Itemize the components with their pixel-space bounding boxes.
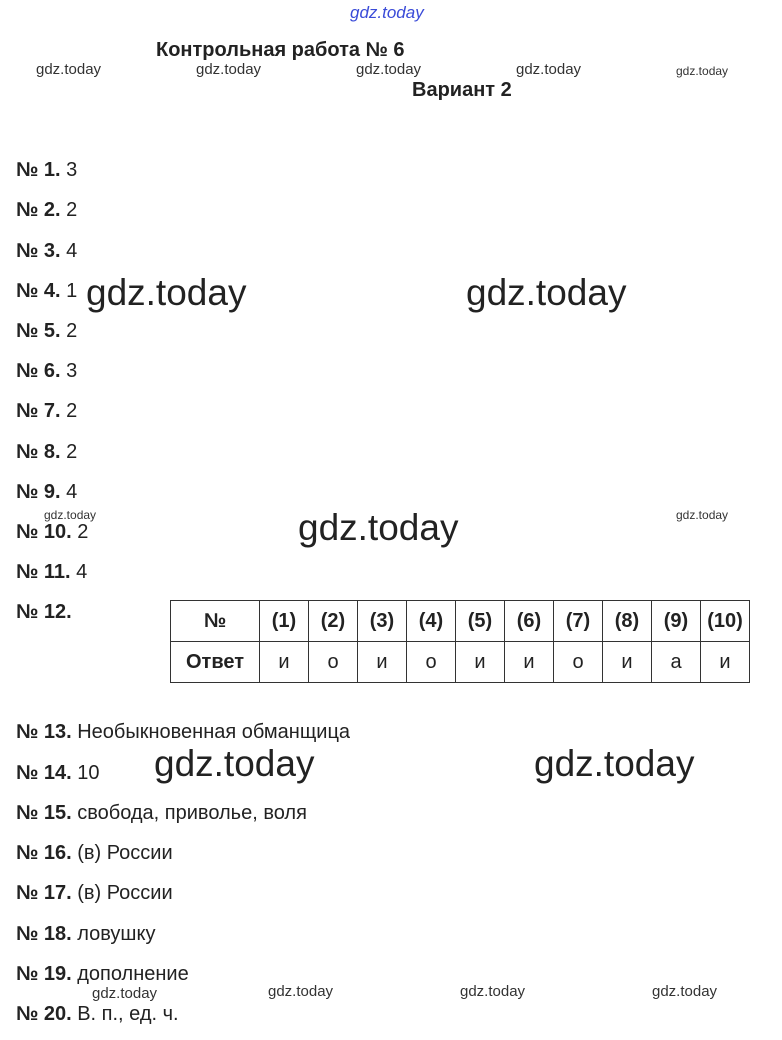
answer-number: № 8.: [16, 441, 61, 463]
answer-value: 2: [66, 400, 78, 422]
watermark: gdz.today: [534, 743, 695, 784]
table-cell: о: [554, 642, 603, 683]
answer-value: В. п., ед. ч.: [77, 1003, 179, 1025]
answer-value: (в) России: [77, 882, 173, 904]
table-column-header: (8): [603, 601, 652, 642]
table-cell: и: [358, 642, 407, 683]
table-cell: о: [407, 642, 456, 683]
watermark: gdz.today: [298, 507, 459, 548]
watermark: gdz.today: [460, 983, 526, 1000]
answer-number: № 4.: [16, 280, 61, 302]
answer-item: [16, 480, 77, 504]
answer-number: № 12.: [16, 601, 72, 623]
answer-number: № 11.: [16, 561, 71, 583]
watermark: gdz.today: [676, 508, 729, 522]
watermark: gdz.today: [516, 61, 582, 78]
table-cell: и: [603, 642, 652, 683]
table-column-header: (4): [407, 601, 456, 642]
table-cell: и: [701, 642, 750, 683]
table-cell: о: [309, 642, 358, 683]
watermark: gdz.today: [44, 508, 97, 522]
answer-item: [16, 239, 77, 263]
answer-number: № 5.: [16, 320, 61, 342]
answer-value: 4: [66, 240, 78, 262]
answer-number: № 19.: [16, 963, 72, 985]
answer-value: 2: [66, 441, 78, 463]
answer-value: (в) России: [77, 842, 173, 864]
answer-item: [16, 761, 99, 785]
table-row: [171, 642, 750, 683]
table-cell: и: [456, 642, 505, 683]
answer-value: дополнение: [77, 963, 189, 985]
answer-value: 1: [66, 280, 78, 302]
table-column-header: (9): [652, 601, 701, 642]
answer-value: 2: [66, 320, 78, 342]
answer-value: 3: [66, 159, 78, 181]
answer-value: ловушку: [77, 923, 156, 945]
answer-value: 2: [66, 199, 78, 221]
answer-item: [16, 600, 72, 624]
answer-number: № 9.: [16, 481, 61, 503]
table-column-header: (2): [309, 601, 358, 642]
answer-table: [170, 600, 750, 683]
answer-item: [16, 922, 155, 946]
table-header-label: №: [171, 601, 260, 642]
answer-number: № 1.: [16, 159, 61, 181]
answer-item: [16, 440, 77, 464]
answer-item: [16, 319, 77, 343]
answer-item: [16, 158, 77, 182]
watermark: gdz.today: [676, 64, 729, 78]
answer-value: 4: [66, 481, 78, 503]
answer-number: № 7.: [16, 400, 61, 422]
table-header-row: [171, 601, 750, 642]
watermark: gdz.today: [268, 983, 334, 1000]
table-cell: а: [652, 642, 701, 683]
answer-item: [16, 198, 77, 222]
watermark-top: gdz.today: [350, 3, 424, 22]
watermark: gdz.today: [36, 61, 102, 78]
answer-item: [16, 720, 350, 744]
table-column-header: (3): [358, 601, 407, 642]
answer-value: 2: [77, 521, 89, 543]
answer-value: 4: [76, 561, 88, 583]
answer-number: № 16.: [16, 842, 72, 864]
table-column-header: (10): [701, 601, 750, 642]
table-cell: и: [260, 642, 309, 683]
answer-item: [16, 279, 77, 303]
answer-value: Необыкновенная обманщица: [77, 721, 351, 743]
answer-number: № 14.: [16, 762, 72, 784]
watermark: gdz.today: [86, 272, 247, 313]
answer-number: № 3.: [16, 240, 61, 262]
answer-number: № 20.: [16, 1003, 72, 1025]
answer-item: [16, 841, 173, 865]
watermark: gdz.today: [92, 985, 158, 1002]
table-column-header: (5): [456, 601, 505, 642]
answer-number: № 17.: [16, 882, 72, 904]
answer-item: [16, 881, 173, 905]
table-cell: и: [505, 642, 554, 683]
answer-value: свобода, приволье, воля: [77, 802, 307, 824]
watermark: gdz.today: [154, 743, 315, 784]
answer-item: [16, 962, 189, 986]
answer-value: 3: [66, 360, 78, 382]
answer-item: [16, 1002, 179, 1026]
answer-number: № 2.: [16, 199, 61, 221]
table-column-header: (6): [505, 601, 554, 642]
answer-number: № 15.: [16, 802, 72, 824]
watermark: gdz.today: [356, 61, 422, 78]
answer-value: 10: [77, 762, 100, 784]
page-title: Контрольная работа № 6: [156, 39, 405, 61]
answer-number: № 13.: [16, 721, 72, 743]
answer-number: № 18.: [16, 923, 72, 945]
answer-item: [16, 359, 77, 383]
answer-item: [16, 801, 307, 825]
watermark: gdz.today: [196, 61, 262, 78]
table-column-header: (7): [554, 601, 603, 642]
answer-item: [16, 399, 77, 423]
answer-number: № 10.: [16, 521, 72, 543]
table-answer-label: Ответ: [171, 642, 260, 683]
answer-number: № 6.: [16, 360, 61, 382]
watermark: gdz.today: [652, 983, 718, 1000]
answer-item: [16, 560, 87, 584]
table-column-header: (1): [260, 601, 309, 642]
variant-title: Вариант 2: [412, 79, 512, 101]
watermark: gdz.today: [466, 272, 627, 313]
answer-item: [16, 520, 88, 544]
